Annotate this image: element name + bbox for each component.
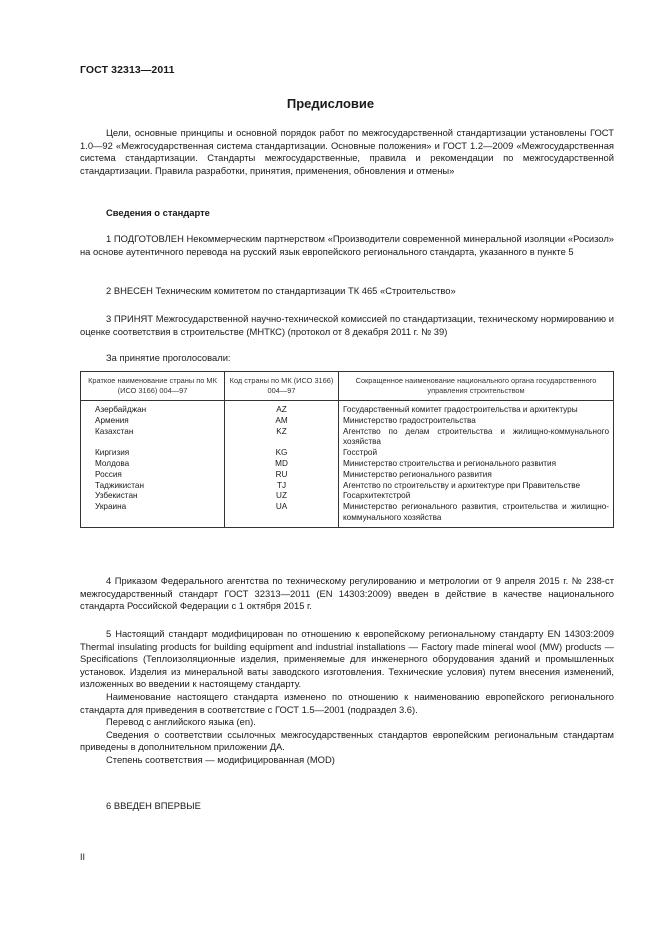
table-row [81, 448, 614, 459]
country-cell: Киргизия [81, 448, 225, 459]
table-row [81, 470, 614, 481]
table-header-row [81, 372, 614, 401]
body-cell: Министерство строительства и регионального развития [339, 459, 614, 470]
header-country: Краткое наименование страны по МК (ИСО 3166) 004—97 [81, 372, 225, 401]
item-5-text: 5 Настоящий стандарт модифицирован по отношению к европейскому региональному стандарту EN 14303:2009 Thermal insulating products for building equipment and industrial installations — Factory made mineral wool (MW) products — Specifications (Теплоизоляционные изделия, применяемые для инженерного оборудования зданий и промышленных установок. Изделия из минеральной ваты заводского изготовления. Технические условия) путем внесения изменений, изложенных во введении к настоящему стандарту. [80, 628, 614, 690]
info-heading: Сведения о стандарте [106, 207, 210, 218]
item-2 [80, 285, 614, 298]
body-cell: Агентство по строительству и архитектуре при Правительстве [339, 481, 614, 492]
item-2-text: 2 ВНЕСЕН Техническим комитетом по стандартизации ТК 465 «Строительство» [106, 285, 456, 296]
code-cell: TJ [225, 481, 339, 492]
table-row [81, 481, 614, 492]
code-cell: UZ [225, 491, 339, 502]
table-row [81, 459, 614, 470]
body-cell: Министерство регионального развития [339, 470, 614, 481]
item-3 [80, 313, 614, 338]
vote-label: За принятие проголосовали: [106, 352, 231, 363]
document-id: ГОСТ 32313—2011 [80, 64, 175, 76]
item-6-text: 6 ВВЕДЕН ВПЕРВЫЕ [106, 800, 201, 811]
country-cell: Россия [81, 470, 225, 481]
item-6 [80, 800, 614, 813]
info-heading-block [80, 207, 614, 220]
item-5-degree-text: Степень соответствия — модифицированная (MOD) [106, 753, 335, 765]
code-cell: KZ [225, 427, 339, 449]
item-5 [80, 628, 614, 767]
table-row [81, 416, 614, 427]
code-cell: KG [225, 448, 339, 459]
item-1 [80, 233, 614, 258]
item-4-text: 4 Приказом Федерального агентства по техническому регулированию и метрологии от 9 апреля 2015 г. № 238-ст межгосударственный стандарт ГОСТ 32313—2011 (EN 14303:2009) введен в действие в качестве национального стандарта Российской Федерации с 1 октября 2015 г. [80, 575, 614, 612]
country-cell: Казахстан [81, 427, 225, 449]
intro-text: Цели, основные принципы и основной порядок работ по межгосударственной стандартизации установлены ГОСТ 1.0—92 «Межгосударственная система стандартизации. Основные положения» и ГОСТ 1.2—2009 «Межгосударственная система стандартизации. Стандарты межгосударственные, правила и рекомендации по межгосударственной стандартизации. Правила разработки, принятия, применения, обновления и отмены» [80, 127, 614, 176]
item-3-text: 3 ПРИНЯТ Межгосударственной научно-технической комиссией по стандартизации, техническому нормированию и оценке соответствия в строительстве (МНТКС) (протокол от 8 декабря 2011 г. № 39) [80, 313, 614, 337]
header-code: Код страны по МК (ИСО 3166) 004—97 [225, 372, 339, 401]
intro-paragraph [80, 127, 614, 177]
body-cell: Госстрой [339, 448, 614, 459]
code-cell: AZ [225, 401, 339, 416]
body-cell: Госархитектстрой [339, 491, 614, 502]
body-cell: Государственный комитет градостроительства и архитектуры [339, 401, 614, 416]
country-cell: Таджикистан [81, 481, 225, 492]
item-5-refs-text: Сведения о соответствии ссылочных межгосударственных стандартов европейским региональным стандартам приведены в дополнительном приложении ДА. [80, 728, 614, 753]
item-4 [80, 575, 614, 613]
vote-label-block [80, 352, 614, 365]
code-cell: RU [225, 470, 339, 481]
code-cell: MD [225, 459, 339, 470]
page-title: Предисловие [286, 96, 375, 111]
country-cell: Украина [81, 502, 225, 527]
country-cell: Армения [81, 416, 225, 427]
voting-table [80, 371, 614, 528]
table-row [81, 401, 614, 416]
table-row [81, 427, 614, 449]
body-cell: Министерство регионального развития, строительства и жилищно-коммунального хозяйства [339, 502, 614, 527]
country-cell: Молдова [81, 459, 225, 470]
header-body: Сокращенное наименование национального органа государственного управления строительством [339, 372, 614, 401]
body-cell: Министерство градостроительства [339, 416, 614, 427]
code-cell: UA [225, 502, 339, 527]
item-5-name-text: Наименование настоящего стандарта изменено по отношению к наименованию европейского регионального стандарта для приведения в соответствие с ГОСТ 1.5—2001 (подраздел 3.6). [80, 690, 614, 715]
body-cell: Агентство по делам строительства и жилищно-коммунального хозяйства [339, 427, 614, 449]
country-cell: Узбекистан [81, 491, 225, 502]
item-5-lang-text: Перевод с английского языка (en). [106, 716, 256, 728]
table-row [81, 502, 614, 527]
table-row [81, 491, 614, 502]
code-cell: AM [225, 416, 339, 427]
item-1-text: 1 ПОДГОТОВЛЕН Некоммерческим партнерством «Производители современной минеральной изоляции «Росизол» на основе аутентичного перевода на русский язык европейского регионального стандарта, указанного в пункте 5 [80, 233, 614, 257]
page-number: II [80, 852, 86, 862]
country-cell: Азербайджан [81, 401, 225, 416]
